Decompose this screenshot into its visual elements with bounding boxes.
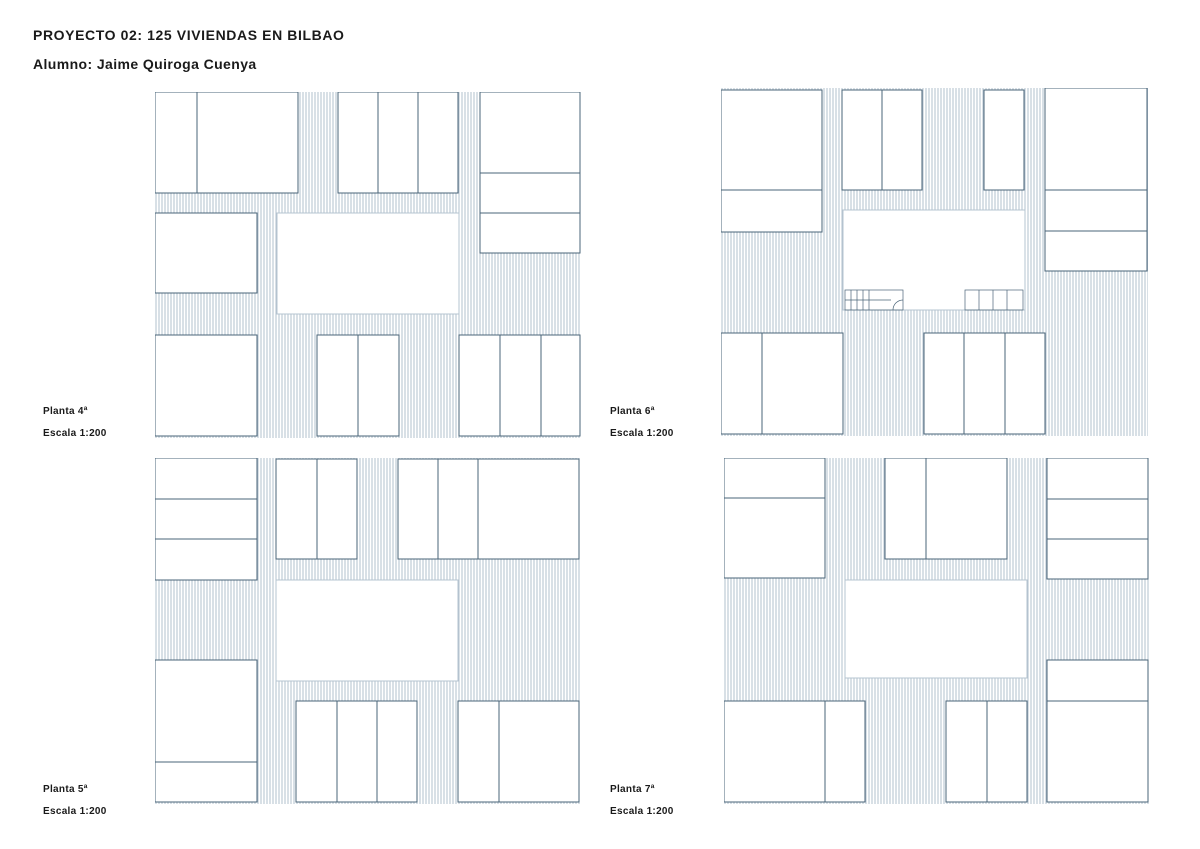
plan-4-floor: Planta 4ª [43, 406, 88, 417]
courtyard [276, 580, 458, 681]
plan-4-labels [43, 401, 107, 445]
student-name: Alumno: Jaime Quiroga Cuenya [33, 56, 257, 72]
plan-7-floor: Planta 7ª [610, 784, 655, 795]
floor-plan-4 [155, 92, 581, 438]
plan-7-labels [610, 779, 674, 823]
floor-plan-6 [721, 88, 1148, 436]
project-title: PROYECTO 02: 125 VIVIENDAS EN BILBAO [33, 27, 345, 43]
plan-6-scale: Escala 1:200 [610, 428, 674, 439]
plan-5-labels [43, 779, 107, 823]
plan-7-scale: Escala 1:200 [610, 806, 674, 817]
floor-plan-7 [724, 458, 1149, 804]
plan-6-floor: Planta 6ª [610, 406, 655, 417]
courtyard [277, 213, 459, 314]
plan-6-labels [610, 401, 674, 445]
plan-5-scale: Escala 1:200 [43, 806, 107, 817]
courtyard [843, 210, 1025, 310]
courtyard [845, 580, 1027, 678]
floor-plan-5 [155, 458, 580, 804]
plan-4-scale: Escala 1:200 [43, 428, 107, 439]
plan-5-floor: Planta 5ª [43, 784, 88, 795]
